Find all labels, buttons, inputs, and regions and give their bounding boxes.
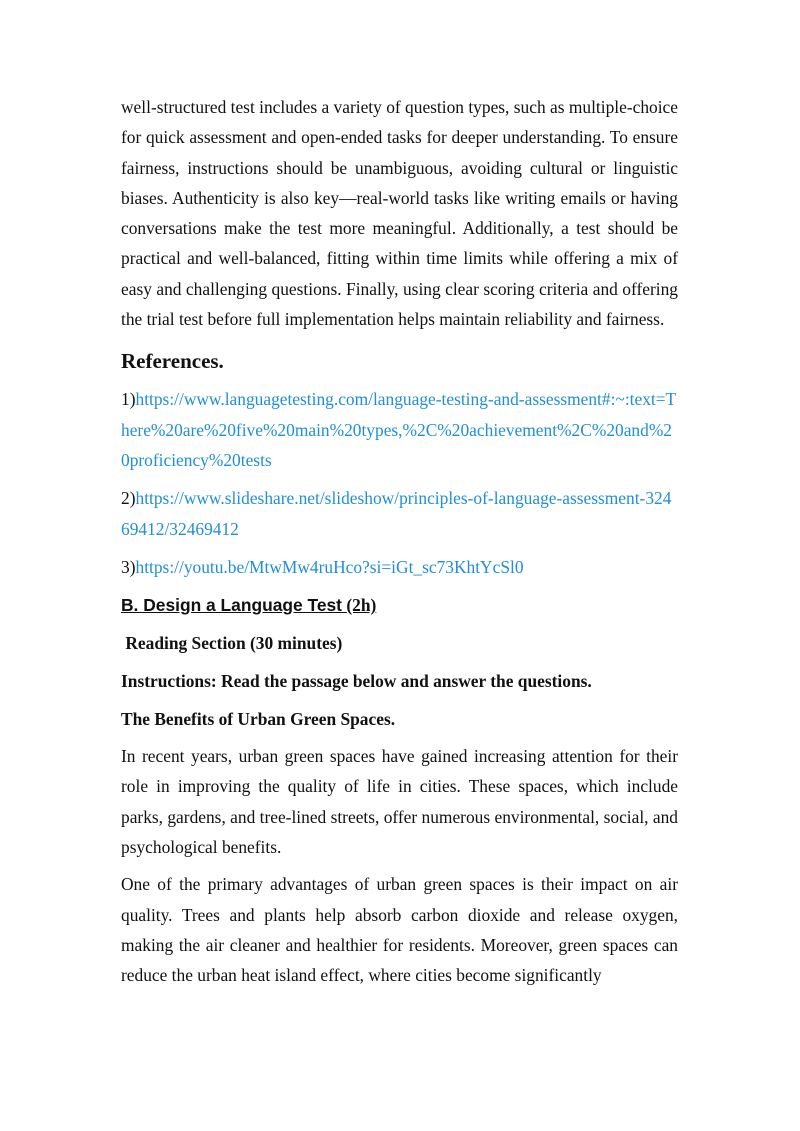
references-heading: References. — [121, 349, 224, 374]
reference-link-3[interactable]: https://youtu.be/MtwMw4ruHco?si=iGt_sc73KhtYcSl0 — [135, 556, 524, 577]
reference-link-1[interactable]: https://www.languagetesting.com/language-testing-and-assessment#:~:text=There%20are%20five%20main%20types,%2C%20achievement%2C%20and%20proficiency%20tests — [121, 389, 677, 470]
section-b-heading — [121, 590, 678, 620]
intro-paragraph: well-structured test includes a variety of question types, such as multiple-choice for quick assessment and open-ended tasks for deeper understanding. To ensure fairness, instructions should be unambiguous, avoiding cultural or linguistic biases. Authenticity is also key—real-world tasks like writing emails or having conversations make the test more meaningful. Additionally, a test should be practical and well-balanced, fitting within time limits while offering a mix of easy and challenging questions. Finally, using clear scoring criteria and offering the trial test before full implementation helps maintain reliability and fairness. — [121, 97, 678, 330]
passage-paragraph-1: In recent years, urban green spaces have gained increasing attention for their role in improving the quality of life in cities. These spaces, which include parks, gardens, and tree-lined streets, offer numerous environmental, social, and psychological benefits. — [121, 746, 678, 858]
reference-number: 3) — [121, 556, 136, 577]
instructions-line: Instructions: Read the passage below and answer the questions. — [121, 671, 592, 692]
passage-paragraph-2: One of the primary advantages of urban green spaces is their impact on air quality. Trees and plants help absorb carbon dioxide and release oxygen, making the air cleaner and healthier for residents. Moreover, green spaces can reduce the urban heat island effect, where cities become significantly — [121, 874, 678, 986]
section-b-duration: (2h) — [346, 595, 377, 616]
reference-number: 1) — [121, 389, 136, 410]
document-page — [121, 92, 678, 991]
passage-title: The Benefits of Urban Green Spaces. — [121, 709, 396, 730]
reference-number: 2) — [121, 488, 136, 509]
reference-item-2 — [121, 483, 678, 544]
reference-item-3 — [121, 552, 678, 582]
reference-item-1 — [121, 384, 678, 475]
reference-link-2[interactable]: https://www.slideshare.net/slideshow/principles-of-language-assessment-32469412/32469412 — [121, 488, 672, 539]
reading-section-heading — [121, 628, 678, 658]
reading-section-label: Reading Section (30 minutes) — [125, 633, 343, 654]
section-b-title: B. Design a Language Test — [121, 595, 342, 616]
